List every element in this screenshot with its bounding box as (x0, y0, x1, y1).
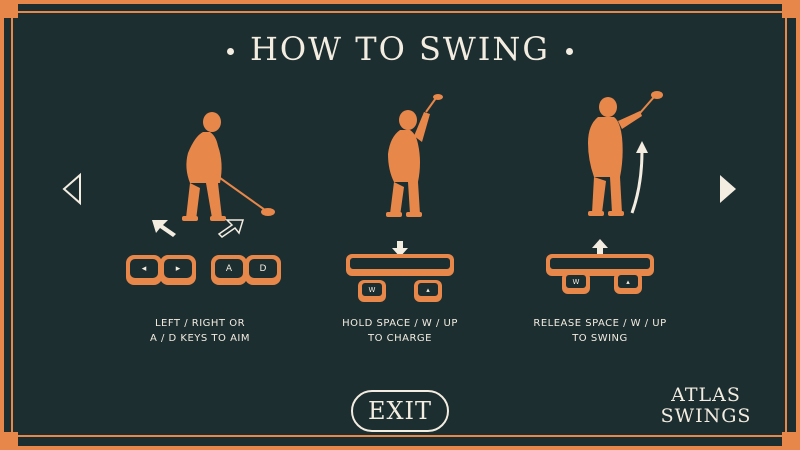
swing-caption-line2: TO SWING (572, 333, 628, 344)
previous-page-button[interactable] (60, 172, 84, 210)
golfer-address-illustration (140, 108, 290, 233)
golfer-backswing-illustration (360, 92, 450, 227)
swing-caption (500, 316, 700, 346)
golfer-follow-through-illustration (560, 85, 670, 220)
d-key-label: D (248, 258, 278, 279)
swing-caption-line1: RELEASE SPACE / W / UP (533, 318, 667, 329)
corner-ornament (782, 4, 796, 18)
chevron-left-icon (60, 172, 84, 206)
exit-button[interactable]: EXIT (351, 390, 449, 432)
corner-ornament (4, 4, 18, 18)
spacebar-key (346, 254, 454, 276)
up-arrow-key-label: ▴ (417, 282, 439, 297)
left-arrow-key (126, 255, 162, 285)
left-arrow-key-label: ◂ (129, 258, 159, 279)
aim-caption-line1: LEFT / RIGHT OR (154, 318, 246, 329)
game-logo (636, 385, 776, 427)
right-arrow-key (160, 255, 196, 285)
a-key-label: A (214, 258, 244, 279)
logo-line1: ATLAS (671, 384, 741, 406)
spacebar-face (349, 257, 451, 270)
charge-caption-line1: HOLD SPACE / W / UP (342, 318, 458, 329)
right-arrow-key-label: ▸ (163, 258, 193, 279)
up-arrow-key (614, 272, 642, 294)
title-text: HOW TO SWING (250, 30, 550, 68)
d-key (245, 255, 281, 285)
spacebar-face (549, 257, 651, 270)
up-arrow-key-label: ▴ (617, 274, 639, 289)
chevron-right-icon (716, 172, 740, 206)
w-key-label: W (361, 282, 383, 297)
corner-ornament (4, 432, 18, 446)
title-bullet-right (566, 48, 573, 55)
title-bullet-left (227, 48, 234, 55)
w-key (358, 280, 386, 302)
charge-caption-line2: TO CHARGE (367, 333, 433, 344)
arrow-up-right-icon (215, 216, 247, 238)
next-page-button[interactable] (716, 172, 740, 210)
arrow-up-left-icon (148, 216, 180, 238)
aim-caption-line2: A / D KEYS TO AIM (149, 333, 251, 344)
charge-caption (300, 316, 500, 346)
up-arrow-key (414, 280, 442, 302)
aim-caption (100, 316, 300, 346)
a-key (211, 255, 247, 285)
page-title (0, 30, 800, 68)
corner-ornament (782, 432, 796, 446)
w-key (562, 272, 590, 294)
logo-line2: SWINGS (660, 405, 752, 427)
w-key-label: W (565, 274, 587, 289)
